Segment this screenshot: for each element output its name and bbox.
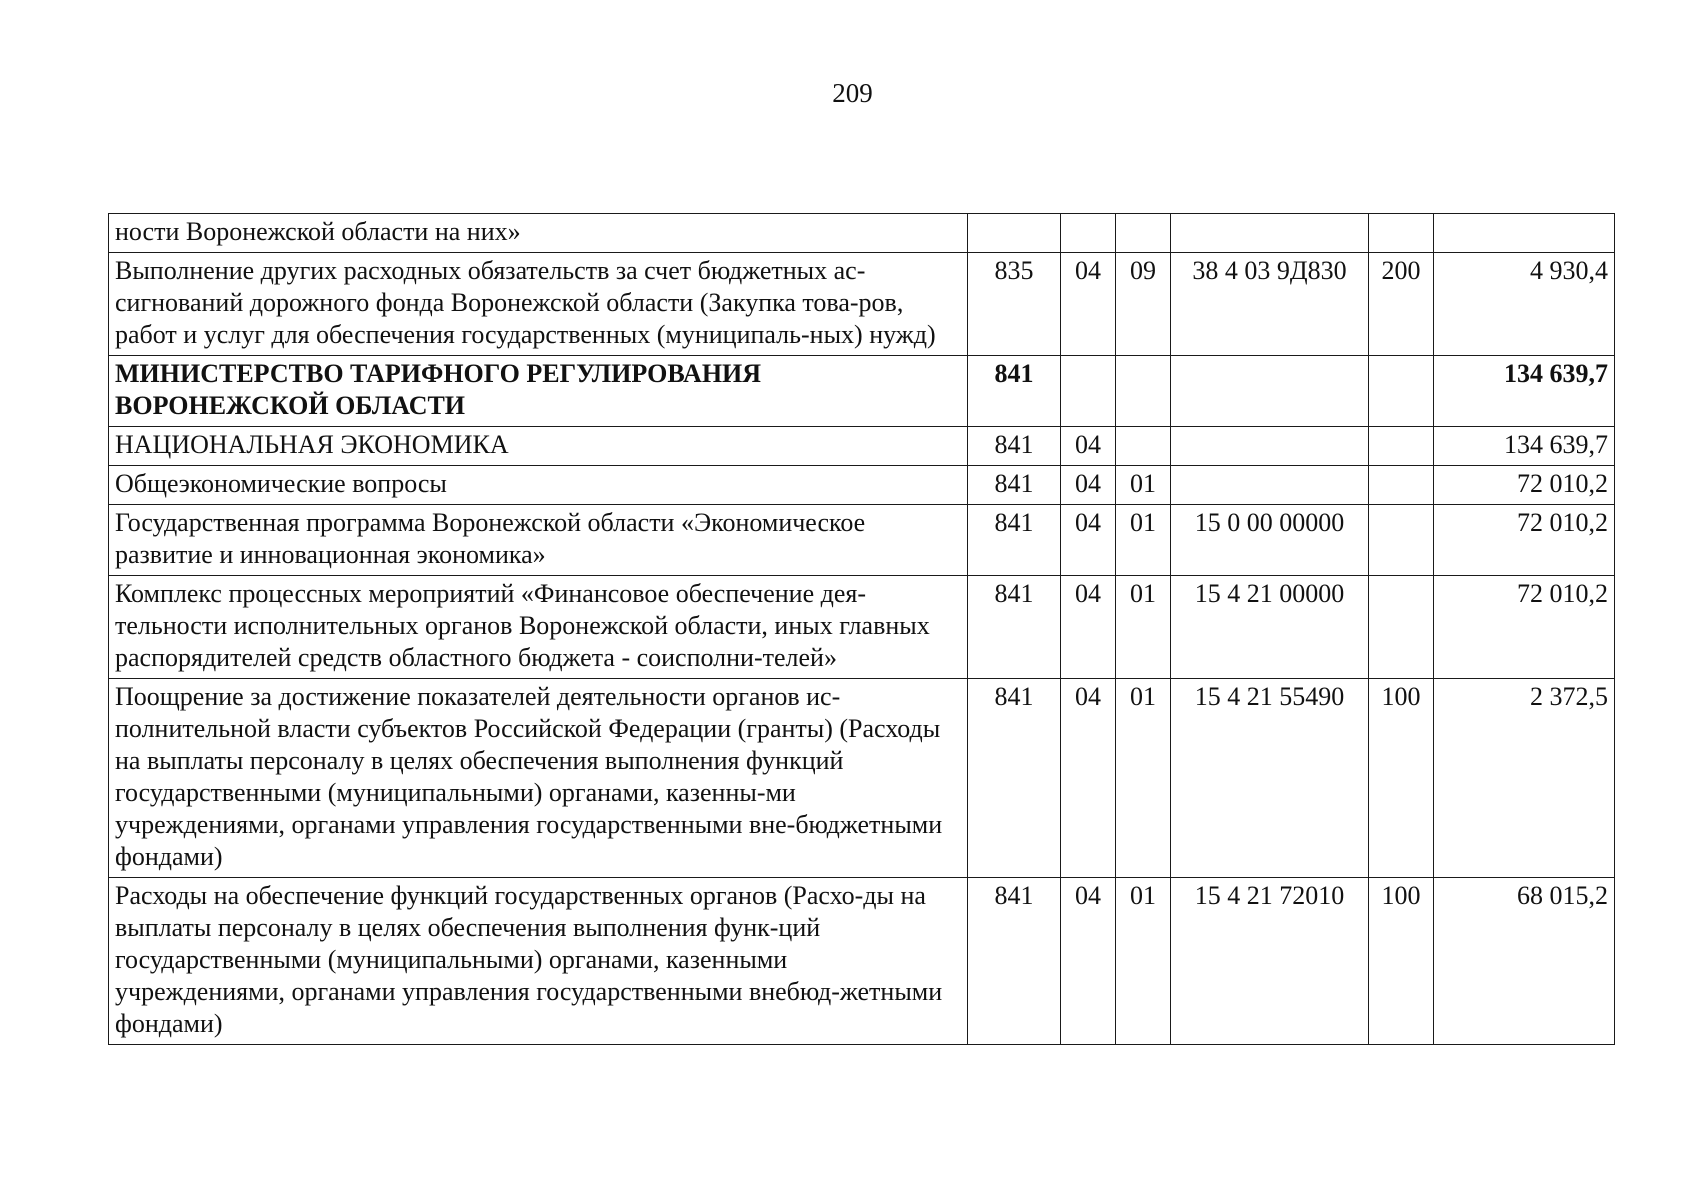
table-row [109,253,1615,356]
item-name-cell: Общеэкономические вопросы [109,466,968,505]
section-code-cell: 04 [1061,505,1116,576]
section-code-cell: 04 [1061,253,1116,356]
grbs-code-cell: 841 [968,427,1061,466]
target-article-cell: 15 4 21 72010 [1171,878,1369,1045]
grbs-code-cell: 841 [968,505,1061,576]
expense-type-cell [1369,214,1434,253]
table-row [109,214,1615,253]
amount-cell: 134 639,7 [1434,427,1615,466]
expense-type-cell [1369,356,1434,427]
table-row [109,505,1615,576]
budget-table [108,213,1615,1045]
grbs-code-cell [968,214,1061,253]
subsection-code-cell: 01 [1116,576,1171,679]
expense-type-cell: 200 [1369,253,1434,356]
subsection-code-cell: 01 [1116,505,1171,576]
target-article-cell: 15 0 00 00000 [1171,505,1369,576]
amount-cell: 72 010,2 [1434,466,1615,505]
grbs-code-cell: 841 [968,679,1061,878]
section-code-cell: 04 [1061,679,1116,878]
subsection-code-cell [1116,356,1171,427]
item-name-cell: ности Воронежской области на них» [109,214,968,253]
amount-cell: 72 010,2 [1434,576,1615,679]
amount-cell: 2 372,5 [1434,679,1615,878]
table-row [109,878,1615,1045]
section-code-cell: 04 [1061,427,1116,466]
expense-type-cell [1369,427,1434,466]
target-article-cell [1171,214,1369,253]
item-name-cell: НАЦИОНАЛЬНАЯ ЭКОНОМИКА [109,427,968,466]
grbs-code-cell: 841 [968,576,1061,679]
amount-cell: 134 639,7 [1434,356,1615,427]
table-row [109,466,1615,505]
section-code-cell [1061,214,1116,253]
item-name-cell: Поощрение за достижение показателей деятельности органов ис-полнительной власти субъектов Российской Федерации (гранты) (Расходы на выплаты персоналу в целях обеспечения выполнения функций государственными (муниципальными) органами, казенны-ми учреждениями, органами управления государственными вне-бюджетными фондами) [109,679,968,878]
table-row [109,356,1615,427]
grbs-code-cell: 835 [968,253,1061,356]
section-code-cell: 04 [1061,878,1116,1045]
expense-type-cell [1369,505,1434,576]
target-article-cell [1171,466,1369,505]
expense-type-cell [1369,576,1434,679]
item-name-cell: Выполнение других расходных обязательств за счет бюджетных ас-сигнований дорожного фонда Воронежской области (Закупка това-ров, работ и услуг для обеспечения государственных (муниципаль-ных) нужд) [109,253,968,356]
grbs-code-cell: 841 [968,466,1061,505]
table-row [109,679,1615,878]
expense-type-cell [1369,466,1434,505]
amount-cell: 4 930,4 [1434,253,1615,356]
table-row [109,427,1615,466]
section-code-cell: 04 [1061,466,1116,505]
target-article-cell: 15 4 21 55490 [1171,679,1369,878]
target-article-cell: 15 4 21 00000 [1171,576,1369,679]
expense-type-cell: 100 [1369,679,1434,878]
grbs-code-cell: 841 [968,356,1061,427]
item-name-cell: МИНИСТЕРСТВО ТАРИФНОГО РЕГУЛИРОВАНИЯ ВОРОНЕЖСКОЙ ОБЛАСТИ [109,356,968,427]
item-name-cell: Расходы на обеспечение функций государственных органов (Расхо-ды на выплаты персоналу в целях обеспечения выполнения функ-ций государственными (муниципальными) органами, казенными учреждениями, органами управления государственными внебюд-жетными фондами) [109,878,968,1045]
item-name-cell: Государственная программа Воронежской области «Экономическое развитие и инновационная экономика» [109,505,968,576]
amount-cell [1434,214,1615,253]
target-article-cell [1171,427,1369,466]
subsection-code-cell: 01 [1116,679,1171,878]
target-article-cell: 38 4 03 9Д830 [1171,253,1369,356]
grbs-code-cell: 841 [968,878,1061,1045]
subsection-code-cell [1116,214,1171,253]
table-body [109,214,1615,1045]
amount-cell: 68 015,2 [1434,878,1615,1045]
subsection-code-cell: 01 [1116,878,1171,1045]
subsection-code-cell: 01 [1116,466,1171,505]
amount-cell: 72 010,2 [1434,505,1615,576]
table-row [109,576,1615,679]
expense-type-cell: 100 [1369,878,1434,1045]
section-code-cell: 04 [1061,576,1116,679]
item-name-cell: Комплекс процессных мероприятий «Финансовое обеспечение дея-тельности исполнительных органов Воронежской области, иных главных распорядителей средств областного бюджета - соисполни-телей» [109,576,968,679]
subsection-code-cell [1116,427,1171,466]
section-code-cell [1061,356,1116,427]
page-number: 209 [832,78,873,108]
target-article-cell [1171,356,1369,427]
subsection-code-cell: 09 [1116,253,1171,356]
